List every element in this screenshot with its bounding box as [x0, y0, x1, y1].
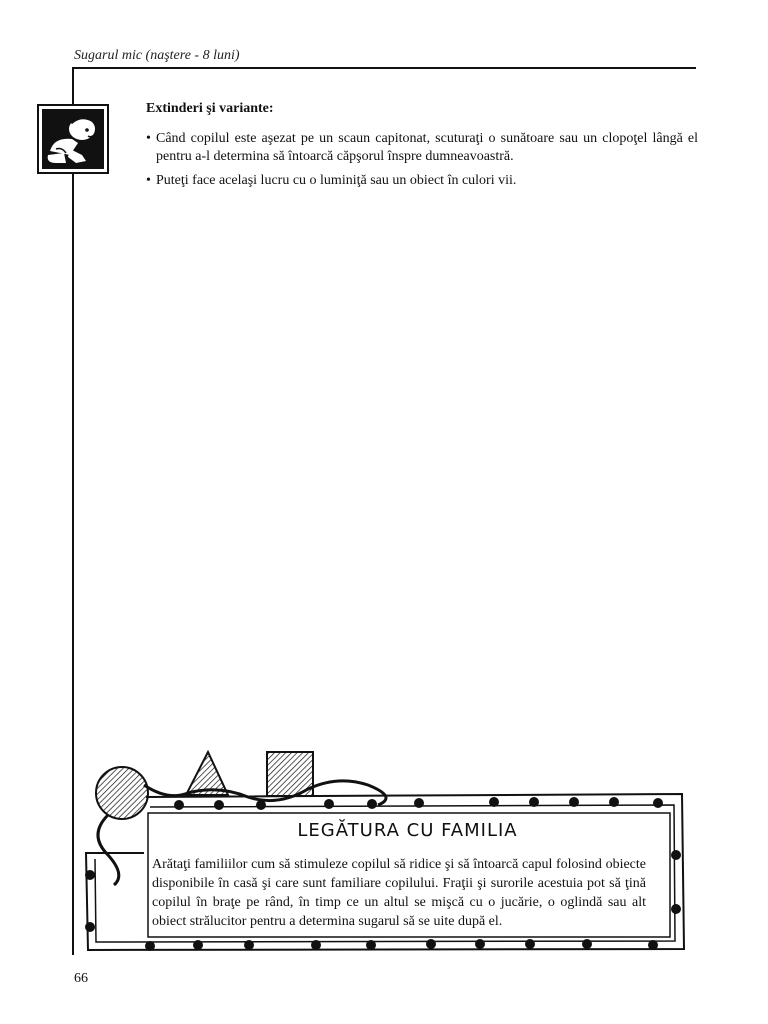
extensions-section [146, 100, 698, 196]
extensions-title: Extinderi şi variante: [146, 101, 274, 116]
list-item-text: Când copilul este aşezat pe un scaun capitonat, scuturaţi o sunătoare sau un clopoţel lângă el pentru a-l determina să întoarcă căpşorul înspre dumneavoastră. [156, 131, 698, 164]
running-header: Sugarul mic (naştere - 8 luni) [74, 48, 240, 63]
margin-rule [72, 67, 74, 955]
list-item-text: Puteţi face acelaşi lucru cu o luminiţă sau un obiect în culori vii. [156, 173, 517, 188]
bullet-marker: • [146, 131, 151, 146]
header-rule [72, 67, 696, 69]
page-number: 66 [74, 971, 88, 986]
list-item [146, 172, 698, 190]
bullet-marker: • [146, 173, 151, 188]
family-section-title: LEGĂTURA CU FAMILIA [297, 820, 518, 841]
family-section-text: Arătaţi familiilor cum să stimuleze copilul să ridice şi să întoarcă capul folosind obiecte disponibile în casă şi care sunt familiare copilului. Fraţii şi surorile acestuia pot să ţină copilul în braţe pe rând, în timp ce un altul se mişcă cu o jucărie, o oglindă sau alt obiect strălucitor pentru a determina sugarul să se uite după el. [152, 857, 646, 929]
list-item [146, 130, 698, 166]
crawling-baby-icon [37, 104, 109, 174]
